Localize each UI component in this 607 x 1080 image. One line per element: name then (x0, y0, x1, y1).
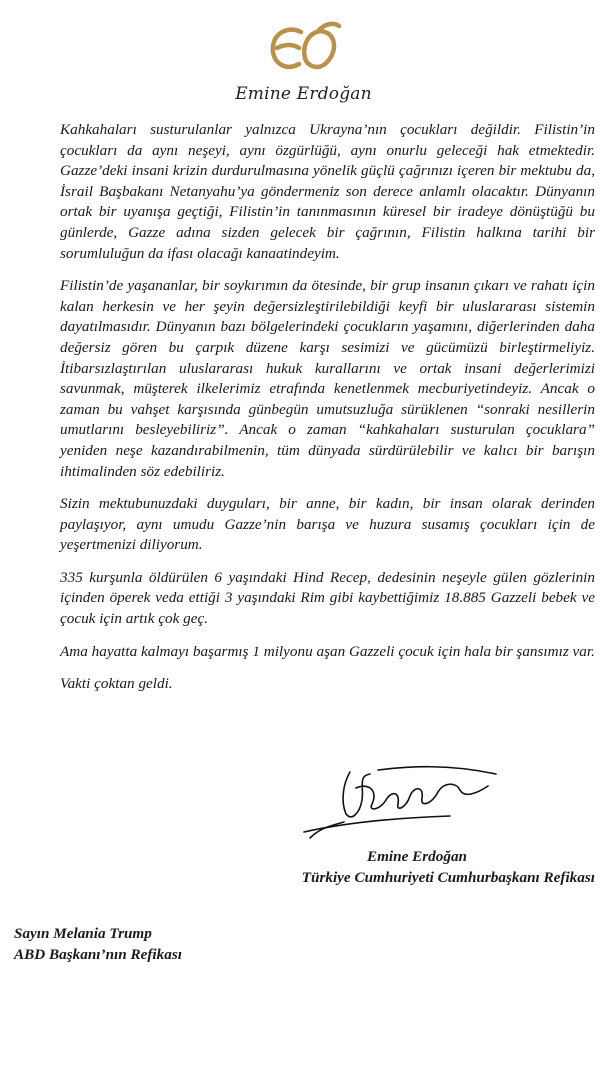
signatory-name: Emine Erdoğan (366, 848, 467, 865)
recipient-title: ABD Başkanı’nın Refikası (14, 945, 182, 963)
paragraph: 335 kurşunla öldürülen 6 yaşındaki Hind Recep, dedesinin neşeyle gülen gözlerinin içinden öperek veda ettiği 3 yaşındaki Rim gibi kaybettiğimiz 18.885 Gazzeli bebek ve çocuk için artık çok geç. (60, 568, 595, 628)
paragraph: Vakti çoktan geldi. (60, 675, 173, 693)
signature-block (302, 846, 595, 888)
recipient-name: Sayın Melania Trump (14, 925, 152, 942)
letterhead-logo (0, 18, 607, 104)
letter-body (60, 120, 595, 707)
paragraph: Ama hayatta kalmayı başarmış 1 milyonu aşan Gazzeli çocuk için hala bir şansımız var. (60, 642, 595, 660)
handwritten-signature (300, 752, 510, 847)
signature-icon (300, 752, 510, 842)
signatory-title: Türkiye Cumhuriyeti Cumhurbaşkanı Refikası (301, 869, 595, 886)
letterhead-name: Emine Erdoğan (235, 84, 372, 104)
paragraph: Sizin mektubunuzdaki duyguları, bir anne, bir kadın, bir insan olarak derinden paylaşıyor, aynı umudu Gazze’nin barışa ve huzura susamış çocukları için de yeşertmenizi diliyorum. (60, 495, 595, 554)
paragraph: Filistin’de yaşananlar, bir soykırımın da ötesinde, bir grup insanın çıkarı ve rahatı için kalan herkesin ve her şeyin değersizleştirilebildiği keyfi bir uluslararası sistemin dayatılmasıdır. Dünyanın bazı bölgelerindeki çocukların yaşamını, diğerlerinden daha değersiz gören bu çarpık düzene karşı sesimizi ve gücümüzü birleştirmeliyiz. İtibarsızlaştırılan uluslararası hukuk kurallarını ve ortak insani değerlerimizi savunmak, müşterek ilkelerimiz etrafında kenetlenmek mecburiyetindeyiz. Ancak o zaman bu vahşet karşısında günbegün umutsuzluğa sürüklenen “sonraki nesillerin umutlarını besleyebiliriz”. Ancak o zaman “kahkahaları susturulan çocuklara” yeniden neşe kazandırabilmenin, tüm dünyada sürdürülebilir ve kalıcı bir barışın ihtimalinden söz edebiliriz. (60, 277, 595, 480)
recipient-block (14, 924, 182, 965)
monogram-logo-icon (259, 18, 349, 82)
paragraph: Kahkahaları susturulanlar yalnızca Ukrayna’nın çocukları değildir. Filistin’in çocukları da aynı neşeyi, aynı özgürlüğü, aynı onurlu geleceği hak etmektedir. Gazze’deki insani krizin durdurulmasına yönelik güçlü çağrınızı içeren bir mektubu da, İsrail Başbakanı Netanyahu’ya göndermeniz son derece anlamlı olacaktır. Dünyanın ortak bir uyanışa geçtiği, Filistin’in tanınmasının küresel bir iradeye dönüştüğü bu günlerde, Gazze adına sizden gelecek bir çağrının, Filistin halkına tarihi bir sorumluluğun da ifası olacağı kanaatindeyim. (60, 121, 595, 262)
